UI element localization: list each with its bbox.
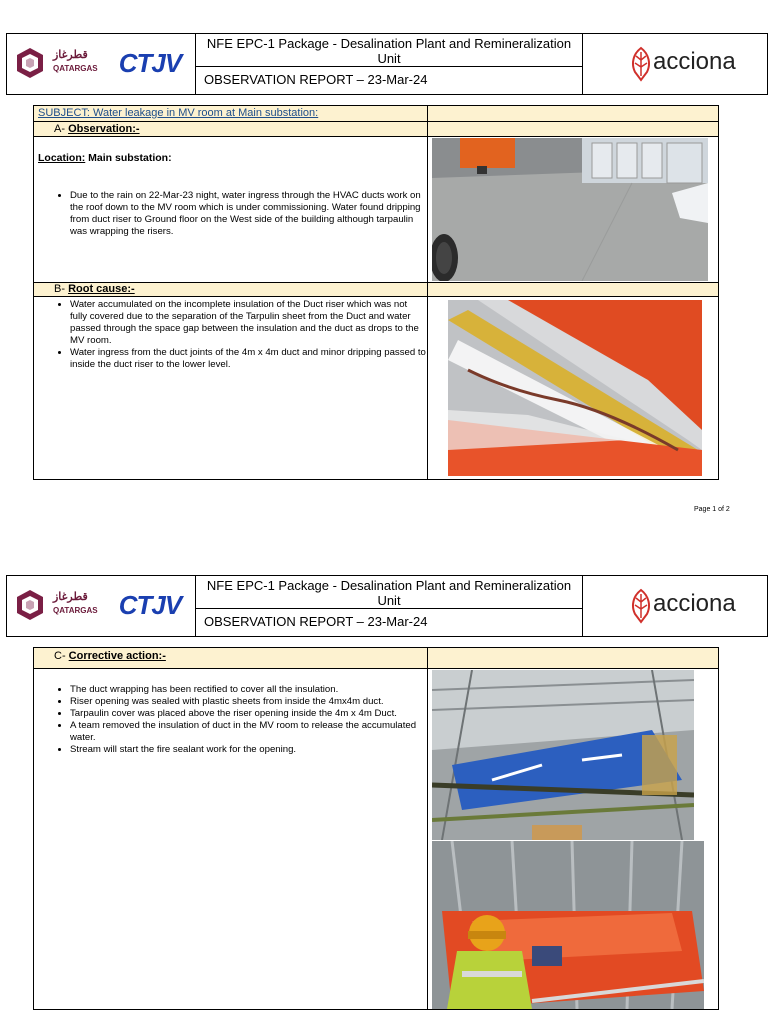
corrective-photo-1: [432, 670, 694, 840]
ctjv-logo: CTJV: [118, 48, 182, 78]
page1-header: [6, 33, 768, 95]
report-title: OBSERVATION REPORT – 23-Mar-24: [204, 614, 428, 629]
qatargas-logo: [13, 588, 101, 624]
section-a-title: Observation:-: [68, 123, 140, 135]
section-b-heading: [54, 283, 135, 295]
section-b-title: Root cause:-: [68, 283, 135, 295]
acciona-logo: [629, 44, 759, 84]
subject-heading: SUBJECT: Water leakage in MV room at Main substation:: [38, 107, 319, 119]
corrective-bullet: • Stream will start the fire sealant work for the opening.: [70, 744, 426, 756]
location-label: Location:: [38, 152, 86, 164]
acciona-leaf-icon: [629, 46, 653, 82]
corrective-bullet: • Tarpaulin cover was placed above the riser opening inside the 4m x 4m Duct.: [70, 708, 426, 720]
section-b-row: [34, 282, 718, 297]
qatargas-arabic-text: قطرغاز: [53, 591, 88, 603]
page-number: Page 1 of 2: [694, 506, 730, 513]
observation-bullets: [34, 190, 426, 238]
ctjv-logo: CTJV: [118, 590, 182, 620]
section-a-heading: [54, 123, 140, 135]
section-c-heading: [54, 650, 166, 662]
qatargas-text: QATARGAS: [53, 606, 98, 615]
report-title: OBSERVATION REPORT – 23-Mar-24: [204, 72, 428, 87]
acciona-leaf-icon: [629, 588, 653, 624]
corrective-bullet: • A team removed the insulation of duct in the MV room to release the accumulated water.: [70, 720, 426, 744]
acciona-logo: [629, 586, 759, 626]
section-c-title: Corrective action:-: [68, 650, 166, 662]
section-b-prefix: B-: [54, 283, 69, 295]
project-title: [196, 36, 582, 66]
root-cause-photo: [448, 300, 702, 476]
acciona-text: acciona: [653, 48, 736, 75]
location-line: [38, 152, 172, 164]
root-cause-bullet: • Water accumulated on the incomplete insulation of the Duct riser which was not fully covered due to the separation of the Tarpulin sheet from the Duct and water passed through the space gap between the insulation and the duct as drops to the MV room.: [70, 299, 426, 347]
corrective-bullet: • The duct wrapping has been rectified to cover all the insulation.: [70, 684, 426, 696]
corrective-photo-2: [432, 841, 704, 1009]
observation-photo: [432, 138, 708, 281]
project-title: [196, 578, 582, 608]
corrective-bullets: [34, 684, 426, 756]
qatargas-arabic-text: قطرغاز: [53, 49, 88, 61]
page2-corrective-table: [33, 647, 719, 1010]
qatargas-emblem-icon: [13, 588, 47, 622]
corrective-bullet: • Riser opening was sealed with plastic sheets from inside the 4mx4m duct.: [70, 696, 426, 708]
qatargas-logo: [13, 46, 101, 82]
root-cause-bullet: • Water ingress from the duct joints of the 4m x 4m duct and minor dripping passed to inside the duct riser to the lower level.: [70, 347, 426, 371]
project-title-line1: NFE EPC-1 Package - Desalination Plant and Remineralization: [206, 578, 572, 593]
qatargas-emblem-icon: [13, 46, 47, 80]
observation-bullet: • Due to the rain on 22-Mar-23 night, water ingress through the HVAC ducts work on the roof down to the MV room which is under commissioning. Water found dripping from duct riser to Ground floor on the West side of the building although tarpaulin was wrapping the risers.: [70, 190, 426, 238]
root-cause-bullets: [34, 299, 426, 371]
acciona-text: acciona: [653, 590, 736, 617]
project-title-line2: Unit: [377, 51, 401, 66]
project-title-line2: Unit: [377, 593, 401, 608]
section-c-prefix: C-: [54, 650, 69, 662]
location-value: Main substation:: [85, 152, 172, 164]
page2-header: [6, 575, 768, 637]
qatargas-text: QATARGAS: [53, 64, 98, 73]
page1-observation-table: [33, 105, 719, 480]
section-a-prefix: A-: [54, 123, 69, 135]
project-title-line1: NFE EPC-1 Package - Desalination Plant and Remineralization: [206, 36, 572, 51]
